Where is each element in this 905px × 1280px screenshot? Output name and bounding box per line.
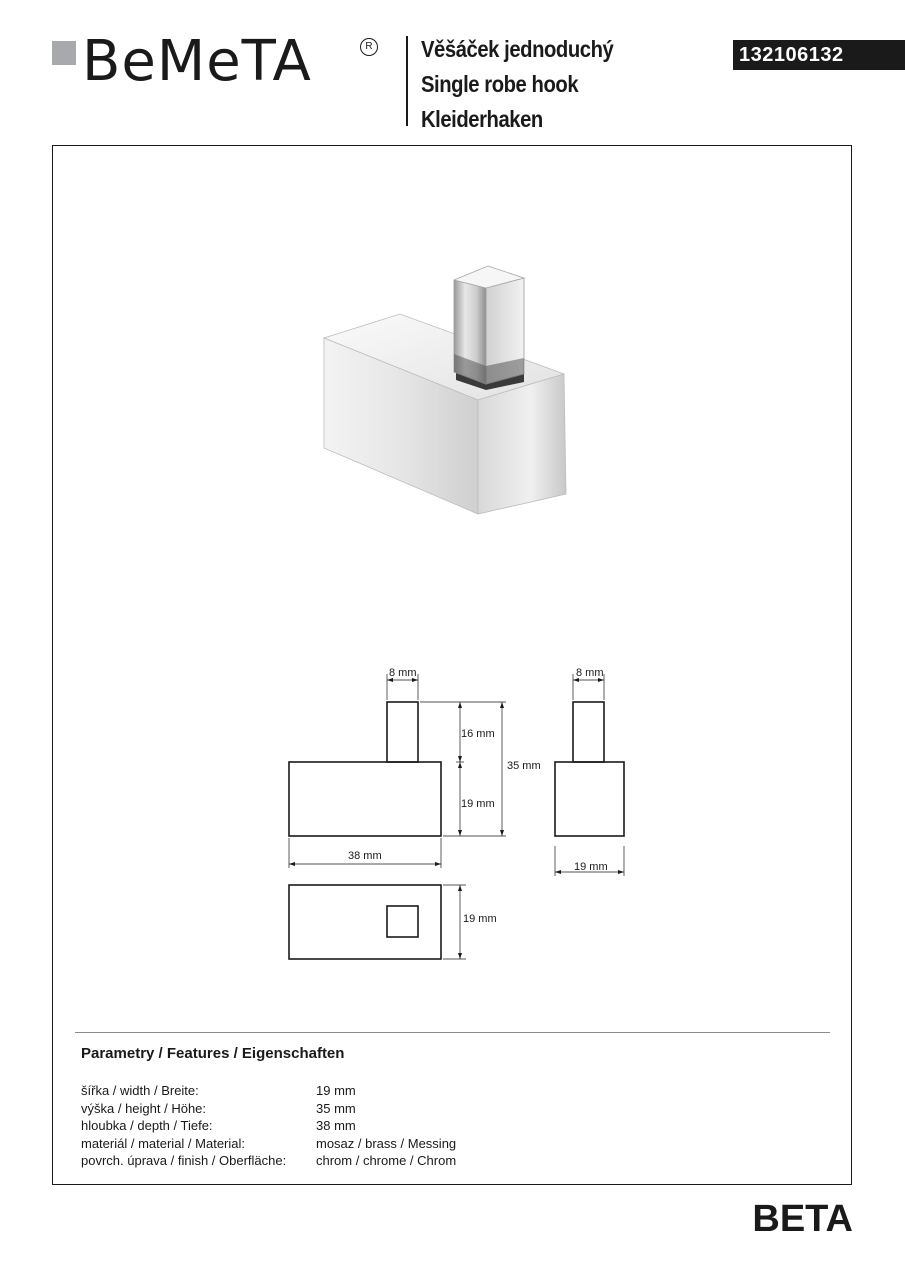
param-label: šířka / width / Breite:	[81, 1083, 199, 1098]
param-row-width	[81, 1082, 456, 1100]
top-view-stem	[387, 906, 418, 937]
param-row-material	[81, 1135, 456, 1153]
dim-top-depth: 19 mm	[463, 913, 497, 925]
params-heading: Parametry / Features / Eigenschaften	[81, 1045, 345, 1062]
param-value: 38 mm	[316, 1118, 356, 1133]
product-photo	[320, 262, 570, 522]
title-czech: Věšáček jednoduchý	[421, 36, 614, 62]
param-label: materiál / material / Material:	[81, 1135, 245, 1151]
series-name: BETA	[752, 1198, 853, 1240]
dim-stem-width-front: 8 mm	[389, 667, 417, 679]
front-view-base	[289, 762, 441, 836]
brand-logo	[52, 29, 387, 94]
registered-trademark-icon: R	[360, 38, 378, 56]
product-titles	[421, 32, 640, 137]
param-label: hloubka / depth / Tiefe:	[81, 1118, 213, 1133]
params-divider	[75, 1032, 830, 1033]
param-value: mosaz / brass / Messing	[316, 1135, 457, 1151]
param-label: povrch. úprava / finish / Oberfläche:	[81, 1153, 287, 1168]
param-row-height	[81, 1100, 456, 1118]
param-value: 19 mm	[316, 1083, 356, 1098]
param-value: chrom / chrome / Chrom	[316, 1153, 457, 1168]
dim-total-height: 35 mm	[507, 760, 541, 772]
front-view-stem	[387, 702, 418, 762]
dim-side-depth: 19 mm	[574, 861, 608, 873]
dim-base-height: 19 mm	[461, 798, 495, 810]
dim-stem-height: 16 mm	[461, 728, 495, 740]
dim-stem-width-side: 8 mm	[576, 667, 604, 679]
param-row-finish	[81, 1152, 456, 1170]
product-code-badge: 132106132	[733, 40, 905, 70]
header-divider	[406, 36, 408, 126]
param-label: výška / height / Höhe:	[81, 1100, 207, 1116]
technical-drawing	[270, 660, 650, 970]
logo-text: BeMeTA	[82, 29, 312, 94]
param-value: 35 mm	[316, 1100, 356, 1116]
side-view-base	[555, 762, 624, 836]
title-german: Kleiderhaken	[421, 106, 543, 132]
logo-square-mark	[52, 41, 76, 65]
title-english: Single robe hook	[421, 71, 579, 97]
params-table	[81, 1082, 456, 1170]
dim-base-width: 38 mm	[348, 850, 382, 862]
param-row-depth	[81, 1117, 456, 1135]
side-view-stem	[573, 702, 604, 762]
